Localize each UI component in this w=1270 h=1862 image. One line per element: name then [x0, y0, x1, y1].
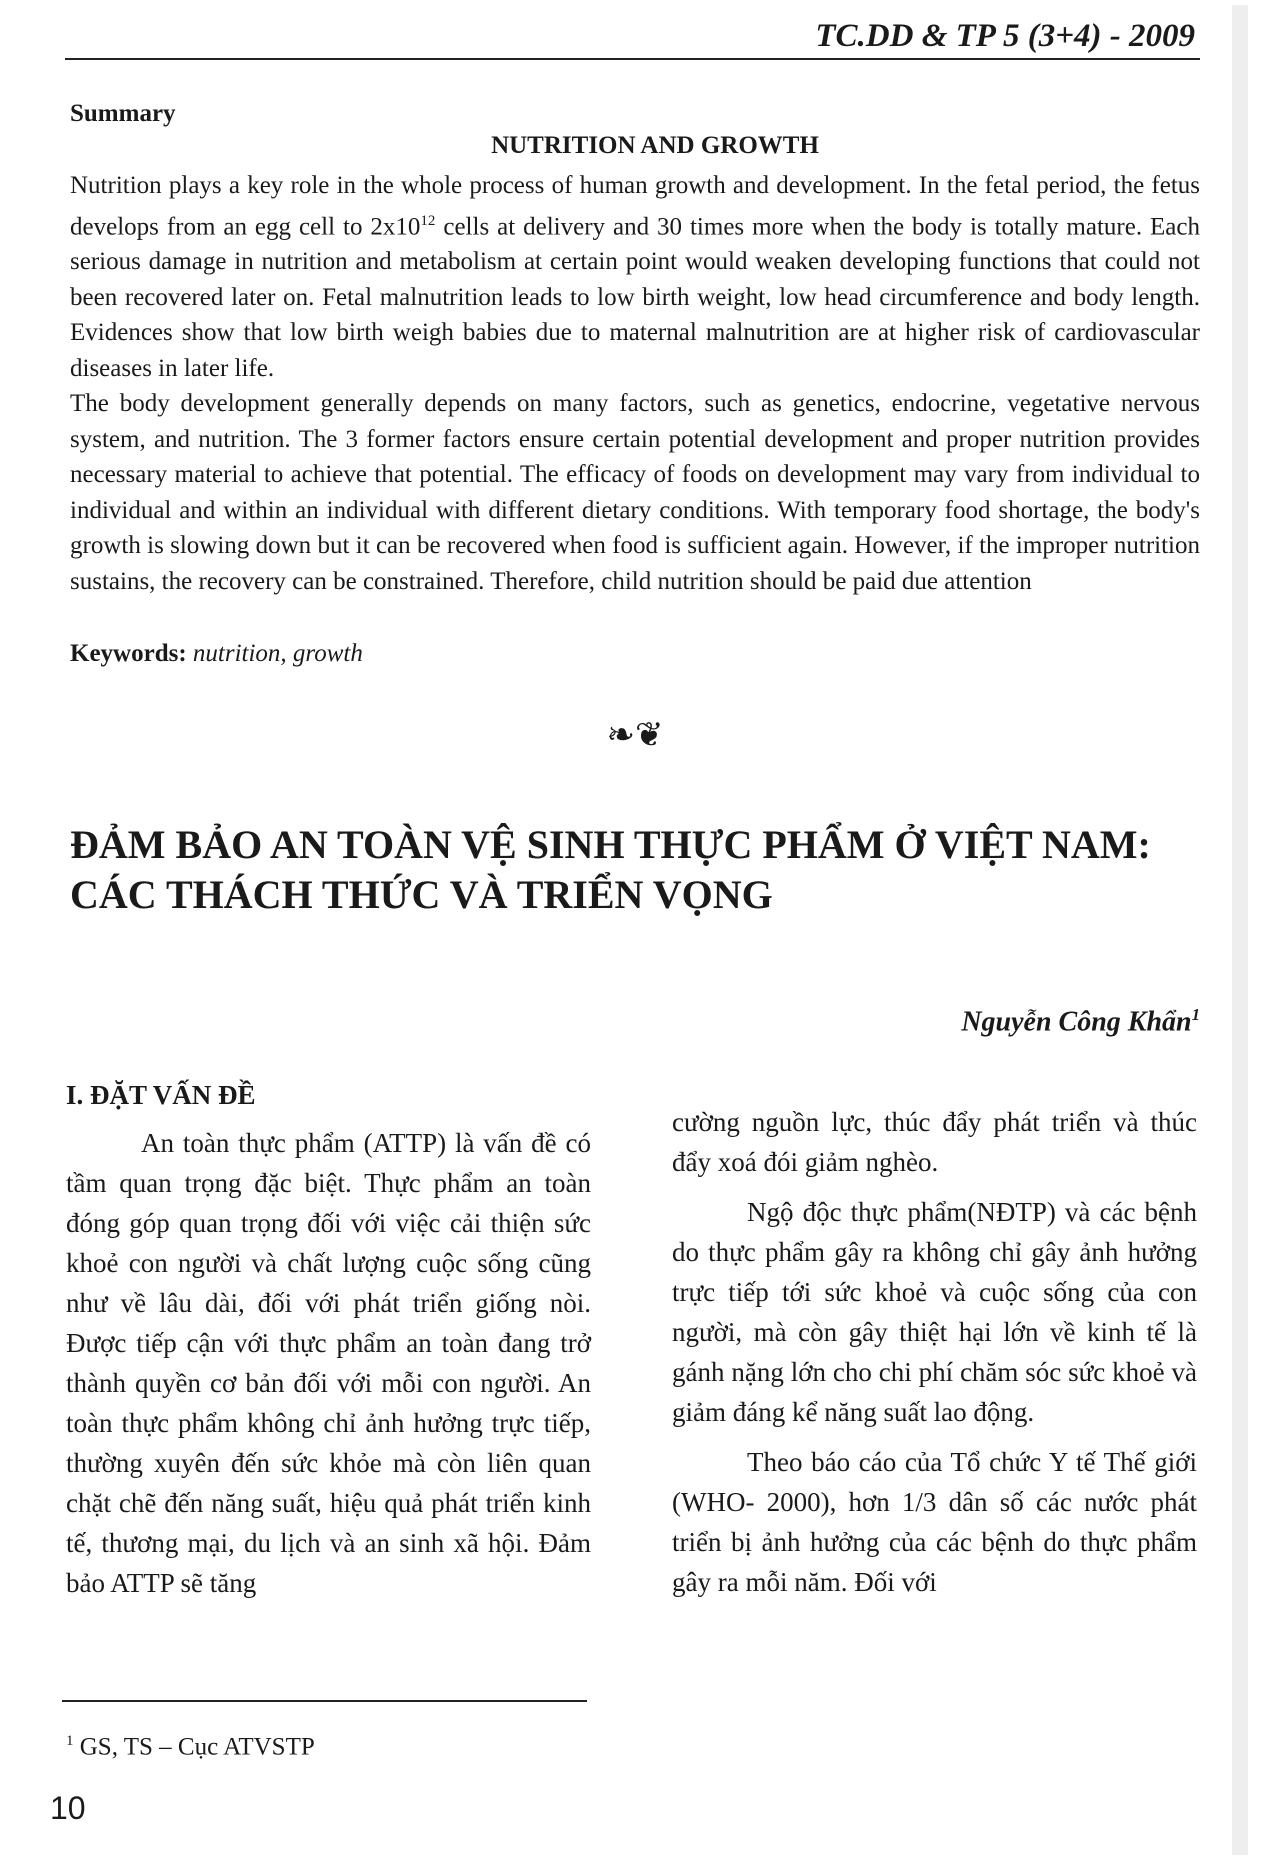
running-header: TC.DD & TP 5 (3+4) - 2009: [815, 18, 1195, 54]
summary-p1: Nutrition plays a key role in the whole process of human growth and development. In the fetal period, the fetus develops from an egg cell to 2x10: [70, 172, 1200, 240]
keywords-value: nutrition, growth: [192, 640, 363, 667]
paragraph: Ngộ độc thực phẩm(NĐTP) và các bệnh do thực phẩm gây ra không chỉ gây ảnh hưởng trực tiếp tới sức khoẻ và cuộc sống của con người, mà còn gây thiệt hại lớn về kinh tế là gánh nặng lớn cho chi phí chăm sóc sức khoẻ và giảm đáng kể năng suất lao động.: [672, 1197, 1197, 1427]
summary-title: NUTRITION AND GROWTH: [491, 132, 819, 159]
summary-label: Summary: [70, 100, 176, 127]
paragraph: An toàn thực phẩm (ATTP) là vấn đề có tầm quan trọng đặc biệt. Thực phẩm an toàn đóng góp quan trọng đối với việc cải thiện sức khoẻ con người và chất lượng cuộc sống cũng như về lâu dài, đối với phát triển giống nòi. Được tiếp cận với thực phẩm an toàn đang trở thành quyền cơ bản đối với mỗi con người. An toàn thực phẩm không chỉ ảnh hưởng trực tiếp, thường xuyên đến sức khỏe mà còn liên quan chặt chẽ đến năng suất, hiệu quả phát triển kinh tế, thương mại, du lịch và an sinh xã hội. Đảm bảo ATTP sẽ tăng: [66, 1128, 591, 1598]
author-name: Nguyễn Công Khẩn: [961, 1006, 1192, 1038]
footnote-ref: 1: [1191, 1005, 1200, 1024]
paragraph: cường nguồn lực, thúc đẩy phát triển và thúc đẩy xoá đói giảm nghèo.: [672, 1107, 1197, 1177]
article-title: [70, 820, 1151, 920]
summary-paragraph: The body development generally depends on many factors, such as genetics, endocrine, vegetative nervous system, and nutrition. The 3 former factors ensure certain potential development and proper nutrition provides necessary material to achieve that potential. The efficacy of foods on development may vary from individual to individual and within an individual with different dietary conditions. With temporary food shortage, the body's growth is slowing down but it can be recovered when food is sufficient again. However, if the improper nutrition sustains, the recovery can be constrained. Therefore, child nutrition should be paid due attention: [70, 390, 1200, 595]
left-column: [66, 1075, 591, 1613]
footnote-mark: 1: [66, 1733, 74, 1749]
scan-edge: [1232, 5, 1248, 1855]
keywords: [70, 640, 363, 668]
summary-text: [70, 168, 1200, 599]
ornament-divider: ❧❦: [606, 717, 664, 754]
superscript: 12: [420, 212, 436, 229]
paragraph: Theo báo cáo của Tổ chức Y tế Thế giới (WHO- 2000), hơn 1/3 dân số các nước phát triển bị ảnh hưởng của các bệnh do thực phẩm gây ra mỗi năm. Đối với: [672, 1447, 1197, 1597]
footnote-rule: [62, 1700, 587, 1702]
author: [961, 1005, 1200, 1038]
right-column: [672, 1102, 1197, 1612]
footnote: [66, 1733, 315, 1761]
footnote-text: GS, TS – Cục ATVSTP: [73, 1733, 315, 1761]
page-number: 10: [50, 1790, 86, 1826]
summary-p1-rest: cells at delivery and 30 times more when the body is totally mature. Each serious damage in nutrition and metabolism at certain point would weaken developing functions that could not been recovered later on. Fetal malnutrition leads to low birth weight, low head circumference and body length. Evidences show that low birth weigh babies due to maternal malnutrition are at higher risk of cardiovascular diseases in later life.: [70, 212, 1200, 382]
section-heading: I. ĐẶT VẤN ĐỀ: [66, 1080, 256, 1110]
header-rule: [65, 58, 1200, 60]
keywords-label: Keywords:: [70, 640, 187, 667]
title-line-2: CÁC THÁCH THỨC VÀ TRIỂN VỌNG: [70, 872, 773, 917]
title-line-1: ĐẢM BẢO AN TOÀN VỆ SINH THỰC PHẨM Ở VIỆT NAM:: [70, 822, 1151, 867]
summary-paragraph: [70, 168, 1200, 386]
